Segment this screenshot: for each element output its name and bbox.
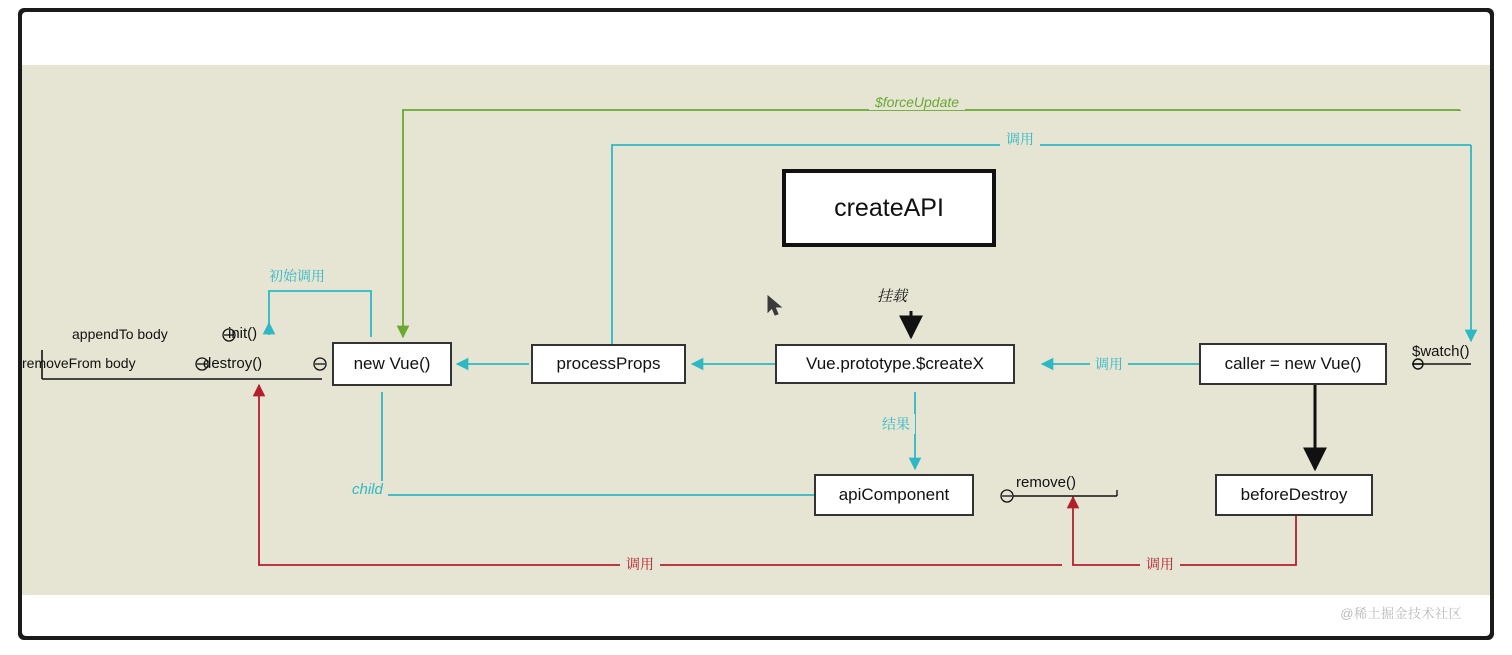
edge-label-mount: 挂载 [877,288,908,305]
node-new-vue-label: new Vue() [353,354,431,373]
edge-label-initial-call: 初始调用 [265,266,329,286]
side-item-remove-from-body: removeFrom body [22,355,136,371]
node-createapi-label: createAPI [834,193,944,222]
edge-call-top [612,145,1471,344]
edge-label-call-bottom-right: 调用 [1140,554,1180,574]
edge-label-call-top: 调用 [1000,129,1040,149]
node-caller-label: caller = new Vue() [1224,354,1362,373]
node-new-vue[interactable] [332,342,452,386]
watermark: @稀土掘金技术社区 [1340,606,1462,621]
edge-label-watch: $watch() [1412,343,1470,360]
node-process-props-label: processProps [556,354,661,373]
side-item-init: init() [228,325,258,342]
edge-label-force-update: $forceUpdate [869,94,965,110]
edge-label-call-right: 调用 [1090,354,1128,374]
node-process-props[interactable] [531,344,686,384]
edge-initial-call [269,291,371,337]
edge-watch-stub [1412,359,1471,369]
edge-label-call-bottom-left: 调用 [620,554,660,574]
edge-child [382,392,830,495]
node-api-component[interactable] [814,474,974,516]
diagram-canvas [22,65,1490,595]
edge-label-remove: remove() [1016,474,1077,491]
node-createx-label: Vue.prototype.$createX [806,354,984,373]
side-item-destroy: destroy() [203,355,263,372]
node-vue-prototype-createx[interactable] [775,344,1015,384]
node-before-destroy-label: beforeDestroy [1240,485,1348,504]
node-before-destroy[interactable] [1215,474,1373,516]
side-item-append-to-body: appendTo body [72,326,168,342]
edge-label-result: 结果 [877,414,915,434]
node-caller[interactable] [1199,343,1387,385]
node-createapi[interactable] [782,169,996,247]
edge-label-child: child [347,481,388,498]
page-surface [22,12,1490,636]
node-api-component-label: apiComponent [838,485,950,504]
